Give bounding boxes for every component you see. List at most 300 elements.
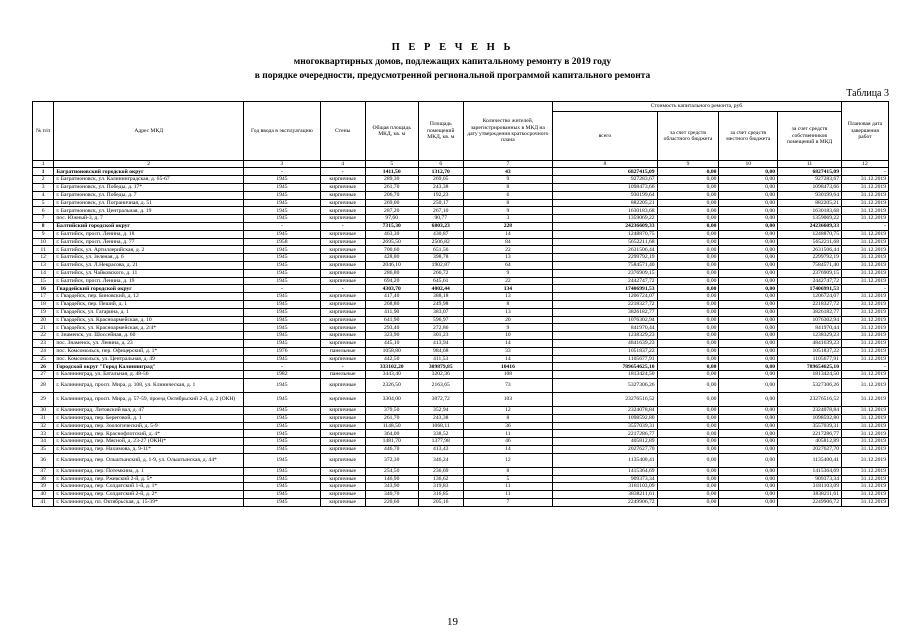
end-date-cell: 31.12.2019 <box>842 269 889 277</box>
year-cell: 1945 <box>244 332 321 340</box>
total-area-cell: 7315,30 <box>365 222 418 230</box>
living-area-cell: 383,07 <box>418 308 463 316</box>
cost-owners-cell: 7584571,40 <box>778 261 842 269</box>
living-area-cell: 249,98 <box>418 300 463 308</box>
cost-total-cell: 5327306,26 <box>553 378 657 392</box>
living-area-cell: 984,68 <box>418 347 463 355</box>
residents-cell: 12 <box>463 406 553 414</box>
residents-cell: 64 <box>463 261 553 269</box>
row-number: 39 <box>33 483 54 491</box>
cost-total-cell: 2631506,44 <box>553 246 657 254</box>
residents-cell: 5 <box>463 475 553 483</box>
residents-cell: 73 <box>463 378 553 392</box>
row-number: 9 <box>33 230 54 238</box>
living-area-cell: 267,10 <box>418 207 463 215</box>
year-cell: 1945 <box>244 254 321 262</box>
year-cell: 1945 <box>244 230 321 238</box>
row-number: 6 <box>33 207 54 215</box>
address-cell: г. Гвардейск, ул. Красноармейская, д. 10 <box>54 316 244 324</box>
row-number: 37 <box>33 467 54 475</box>
residents-cell: 9 <box>463 207 553 215</box>
end-date-cell: 31.12.2019 <box>842 324 889 332</box>
row-number: 28 <box>33 378 54 392</box>
cost-total-cell: 2324078,84 <box>553 406 657 414</box>
year-cell: 1945 <box>244 293 321 301</box>
table-row <box>33 238 889 246</box>
table-row <box>33 475 889 483</box>
cost-regional-cell: 0,00 <box>657 293 719 301</box>
cost-local-cell: 0,00 <box>719 293 778 301</box>
end-date-cell: 31.12.2019 <box>842 483 889 491</box>
cost-regional-cell: 0,00 <box>657 238 719 246</box>
walls-cell: кирпичные <box>320 316 365 324</box>
walls-cell: кирпичные <box>320 215 365 223</box>
table-row <box>33 438 889 446</box>
cost-local-cell: 0,00 <box>719 371 778 379</box>
cost-owners-cell: 1076302,94 <box>778 316 842 324</box>
walls-cell: кирпичные <box>320 246 365 254</box>
walls-cell: - <box>320 285 365 293</box>
column-number: 9 <box>657 161 719 168</box>
cost-total-cell: 3838211,61 <box>553 491 657 499</box>
end-date-cell: 31.12.2019 <box>842 438 889 446</box>
table-body <box>33 168 889 506</box>
row-number: 7 <box>33 215 54 223</box>
cost-local-cell: 0,00 <box>719 168 778 176</box>
total-area-cell: 287,20 <box>365 207 418 215</box>
residents-cell: 8 <box>463 414 553 422</box>
cost-regional-cell: 0,00 <box>657 438 719 446</box>
walls-cell: кирпичные <box>320 406 365 414</box>
year-cell: 1945 <box>244 199 321 207</box>
cost-total-cell: 789654625,10 <box>553 363 657 371</box>
total-area-cell: 220,60 <box>365 498 418 506</box>
walls-cell: кирпичные <box>320 332 365 340</box>
cost-regional-cell: 0,00 <box>657 254 719 262</box>
cost-regional-cell: 0,00 <box>657 475 719 483</box>
cost-local-cell: 0,00 <box>719 445 778 453</box>
cost-regional-cell: 0,00 <box>657 392 719 406</box>
row-number: 5 <box>33 199 54 207</box>
cost-regional-cell: 0,00 <box>657 363 719 371</box>
cost-total-cell: 3181103,09 <box>553 483 657 491</box>
living-area-cell: 236,69 <box>418 467 463 475</box>
table-label: Таблица 3 <box>846 88 889 99</box>
end-date-cell: 31.12.2019 <box>842 176 889 184</box>
end-date-cell: 31.12.2019 <box>842 246 889 254</box>
living-area-cell: 2163,65 <box>418 378 463 392</box>
table-row <box>33 261 889 269</box>
year-cell: 1976 <box>244 347 321 355</box>
living-area-cell: 413,94 <box>418 339 463 347</box>
cost-owners-cell: 3557039,31 <box>778 422 842 430</box>
residents-cell: 10 <box>463 332 553 340</box>
cost-total-cell: 5652211,68 <box>553 238 657 246</box>
cost-total-cell: 3557039,31 <box>553 422 657 430</box>
cost-owners-cell: 927283,67 <box>778 176 842 184</box>
residents-cell: 134 <box>463 285 553 293</box>
residents-cell: 3 <box>463 215 553 223</box>
header-total-area: Общая площадь МКД, кв. м <box>365 102 418 161</box>
residents-cell: 20 <box>463 316 553 324</box>
table-row <box>33 184 889 192</box>
end-date-cell: 31.12.2019 <box>842 371 889 379</box>
end-date-cell: 31.12.2019 <box>842 300 889 308</box>
year-cell: 1945 <box>244 438 321 446</box>
walls-cell: кирпичные <box>320 430 365 438</box>
cost-owners-cell: 1813424,50 <box>778 371 842 379</box>
row-number: 36 <box>33 453 54 467</box>
walls-cell: кирпичные <box>320 453 365 467</box>
cost-total-cell: 1098473,66 <box>553 184 657 192</box>
table-row <box>33 422 889 430</box>
table-row <box>33 176 889 184</box>
total-area-cell: 411,90 <box>365 308 418 316</box>
walls-cell: - <box>320 363 365 371</box>
column-number: 1 <box>33 161 54 168</box>
column-number: 3 <box>244 161 321 168</box>
cost-total-cell: 909373,34 <box>553 475 657 483</box>
living-area-cell: 338,52 <box>418 430 463 438</box>
cost-total-cell: 2442747,72 <box>553 277 657 285</box>
cost-local-cell: 0,00 <box>719 184 778 192</box>
residents-cell: 11 <box>463 430 553 438</box>
address-cell: Городской округ "Город Калининград" <box>54 363 244 371</box>
cost-regional-cell: 0,00 <box>657 184 719 192</box>
column-number: 8 <box>553 161 657 168</box>
residents-cell: 11 <box>463 483 553 491</box>
row-number: 23 <box>33 339 54 347</box>
cost-total-cell: 1135400,41 <box>553 453 657 467</box>
total-area-cell: 3304,00 <box>365 392 418 406</box>
end-date-cell: 31.12.2019 <box>842 430 889 438</box>
cost-total-cell: 1813424,50 <box>553 371 657 379</box>
cost-local-cell: 0,00 <box>719 300 778 308</box>
cost-local-cell: 0,00 <box>719 347 778 355</box>
cost-regional-cell: 0,00 <box>657 222 719 230</box>
living-area-cell: 352,94 <box>418 406 463 414</box>
cost-owners-cell: 23276516,52 <box>778 392 842 406</box>
cost-owners-cell: 2299792,19 <box>778 254 842 262</box>
residents-cell: 8 <box>463 300 553 308</box>
cost-local-cell: 0,00 <box>719 285 778 293</box>
cost-total-cell: 2376909,15 <box>553 269 657 277</box>
year-cell: 1945 <box>244 184 321 192</box>
living-area-cell: 269,05 <box>418 176 463 184</box>
total-area-cell: 293,40 <box>365 324 418 332</box>
column-number: 10 <box>719 161 778 168</box>
end-date-cell: 31.12.2019 <box>842 355 889 363</box>
header-num: № п/п <box>33 102 54 161</box>
end-date-cell: 31.12.2019 <box>842 215 889 223</box>
total-area-cell: 694,20 <box>365 277 418 285</box>
cost-owners-cell: 2027627,70 <box>778 445 842 453</box>
end-date-cell: - <box>842 222 889 230</box>
year-cell: 1958 <box>244 238 321 246</box>
cost-local-cell: 0,00 <box>719 254 778 262</box>
residents-cell: 9 <box>463 324 553 332</box>
row-number: 4 <box>33 191 54 199</box>
residents-cell: 43 <box>463 168 553 176</box>
residents-cell: 14 <box>463 339 553 347</box>
cost-owners-cell: 1098473,66 <box>778 184 842 192</box>
row-number: 18 <box>33 300 54 308</box>
end-date-cell: 31.12.2019 <box>842 498 889 506</box>
cost-owners-cell: 1098592,80 <box>778 414 842 422</box>
cost-local-cell: 0,00 <box>719 230 778 238</box>
column-number: 7 <box>463 161 553 168</box>
total-area-cell: 641,90 <box>365 316 418 324</box>
cost-regional-cell: 0,00 <box>657 269 719 277</box>
address-cell: г. Калининград, пер. Ольштынский, д. 1-9, ул. Ольштынская, д. 44* <box>54 453 244 467</box>
table-group-row <box>33 285 889 293</box>
cost-local-cell: 0,00 <box>719 355 778 363</box>
cost-local-cell: 0,00 <box>719 378 778 392</box>
total-area-cell: 333102,20 <box>365 363 418 371</box>
residents-cell: 10416 <box>463 363 553 371</box>
row-number: 17 <box>33 293 54 301</box>
address-cell: г. Гвардейск, пер. Пеший, д. 1 <box>54 300 244 308</box>
walls-cell: - <box>320 222 365 230</box>
total-area-cell: 3443,40 <box>365 371 418 379</box>
end-date-cell: 31.12.2019 <box>842 191 889 199</box>
residents-cell: 228 <box>463 222 553 230</box>
walls-cell: кирпичные <box>320 300 365 308</box>
cost-total-cell: 2027627,70 <box>553 445 657 453</box>
cost-owners-cell: 1206724,07 <box>778 293 842 301</box>
cost-total-cell: 1248870,75 <box>553 230 657 238</box>
cost-total-cell: 1098592,80 <box>553 414 657 422</box>
cost-regional-cell: 0,00 <box>657 414 719 422</box>
living-area-cell: 309879,85 <box>418 363 463 371</box>
walls-cell: - <box>320 168 365 176</box>
residents-cell: 9 <box>463 176 553 184</box>
cost-owners-cell: 3181103,09 <box>778 483 842 491</box>
address-cell: пос. Знаменск, ул. Ленина, д. 23 <box>54 339 244 347</box>
residents-cell: 13 <box>463 293 553 301</box>
end-date-cell: 31.12.2019 <box>842 339 889 347</box>
living-area-cell: 596,97 <box>418 316 463 324</box>
address-cell: г. Калининград, пер. Мясной, д. 23-27 (ОКН)* <box>54 438 244 446</box>
table-group-row <box>33 222 889 230</box>
row-number: 34 <box>33 438 54 446</box>
row-number: 8 <box>33 222 54 230</box>
cost-regional-cell: 0,00 <box>657 339 719 347</box>
cost-owners-cell: 2218327,72 <box>778 300 842 308</box>
living-area-cell: 2506,82 <box>418 238 463 246</box>
address-cell: г. Балтийск, ул. Артиллерийская, д. 2 <box>54 246 244 254</box>
cost-total-cell: 4841639,23 <box>553 339 657 347</box>
living-area-cell: 4002,44 <box>418 285 463 293</box>
cost-local-cell: 0,00 <box>719 269 778 277</box>
cost-regional-cell: 0,00 <box>657 378 719 392</box>
total-area-cell: 1481,70 <box>365 438 418 446</box>
address-cell: г. Гвардейск, ул. Гагарина, д. 1 <box>54 308 244 316</box>
table-row <box>33 430 889 438</box>
header-cost-regional: за счет средств областного бюджета <box>657 112 719 161</box>
cost-local-cell: 0,00 <box>719 222 778 230</box>
cost-owners-cell: 1105677,91 <box>778 355 842 363</box>
address-cell: пос. Южный-3, д. 7 <box>54 215 244 223</box>
cost-owners-cell: 1238329,23 <box>778 332 842 340</box>
walls-cell: кирпичные <box>320 392 365 406</box>
table-row <box>33 453 889 467</box>
cost-owners-cell: 5327306,26 <box>778 378 842 392</box>
total-area-cell: 2046,10 <box>365 261 418 269</box>
table-group-row <box>33 168 889 176</box>
row-number: 25 <box>33 355 54 363</box>
cost-regional-cell: 0,00 <box>657 422 719 430</box>
address-cell: Гвардейский городской округ <box>54 285 244 293</box>
residents-cell: 14 <box>463 230 553 238</box>
cost-regional-cell: 0,00 <box>657 199 719 207</box>
table-row <box>33 347 889 355</box>
walls-cell: кирпичные <box>320 176 365 184</box>
end-date-cell: 31.12.2019 <box>842 453 889 467</box>
address-cell: г. Калининград, пер. Солдатский 1-й, д. 1* <box>54 483 244 491</box>
cost-total-cell: 2299792,19 <box>553 254 657 262</box>
header-cost-group: Стоимость капитального ремонта, руб. <box>553 102 842 112</box>
address-cell: г. Балтийск, просп. Ленина, д. 77 <box>54 238 244 246</box>
living-area-cell: 430,87 <box>418 230 463 238</box>
total-area-cell: 364,00 <box>365 430 418 438</box>
residents-cell: 33 <box>463 347 553 355</box>
cost-regional-cell: 0,00 <box>657 230 719 238</box>
cost-regional-cell: 0,00 <box>657 491 719 499</box>
residents-cell: 13 <box>463 308 553 316</box>
table-row <box>33 269 889 277</box>
address-cell: г. Калининград, пер. Ржевский 2-й, д. 5* <box>54 475 244 483</box>
cost-owners-cell: 930199,64 <box>778 191 842 199</box>
cost-local-cell: 0,00 <box>719 363 778 371</box>
cost-regional-cell: 0,00 <box>657 191 719 199</box>
address-cell: г. Калининград, просп. Мира, д. 108, ул. Клиническая, д. 1 <box>54 378 244 392</box>
cost-owners-cell: 5652211,68 <box>778 238 842 246</box>
column-number: 2 <box>54 161 244 168</box>
end-date-cell: 31.12.2019 <box>842 207 889 215</box>
cost-owners-cell: 1248870,75 <box>778 230 842 238</box>
year-cell: 1945 <box>244 191 321 199</box>
cost-local-cell: 0,00 <box>719 308 778 316</box>
total-area-cell: 442,50 <box>365 355 418 363</box>
header-cost-local: за счет средств местного бюджета <box>719 112 778 161</box>
end-date-cell: 31.12.2019 <box>842 445 889 453</box>
end-date-cell: 31.12.2019 <box>842 308 889 316</box>
walls-cell: кирпичные <box>320 308 365 316</box>
total-area-cell: 2326,50 <box>365 378 418 392</box>
total-area-cell: 1148,50 <box>365 422 418 430</box>
year-cell: 1945 <box>244 324 321 332</box>
walls-cell: кирпичные <box>320 355 365 363</box>
table-row <box>33 332 889 340</box>
year-cell: 1945 <box>244 445 321 453</box>
column-numbers-row <box>33 161 889 168</box>
cost-local-cell: 0,00 <box>719 438 778 446</box>
address-cell: пос. Комсомольск, ул. Центральная, д. 49 <box>54 355 244 363</box>
table-row <box>33 246 889 254</box>
cost-total-cell: 927283,67 <box>553 176 657 184</box>
walls-cell: кирпичные <box>320 491 365 499</box>
total-area-cell: 379,50 <box>365 406 418 414</box>
end-date-cell: - <box>842 285 889 293</box>
end-date-cell: 31.12.2019 <box>842 378 889 392</box>
address-cell: г. Калининград, просп. Мира, д. 57-59, проезд Октябрьский 2-й, д. 2 (ОКН) <box>54 392 244 406</box>
cost-owners-cell: 909373,34 <box>778 475 842 483</box>
cost-local-cell: 0,00 <box>719 246 778 254</box>
year-cell: 1945 <box>244 430 321 438</box>
end-date-cell: 31.12.2019 <box>842 293 889 301</box>
address-cell: г. Балтийск, ул. Л.Некрасова, д. 21 <box>54 261 244 269</box>
table-row <box>33 371 889 379</box>
table-row <box>33 191 889 199</box>
cost-owners-cell: 17406991,53 <box>778 285 842 293</box>
row-number: 15 <box>33 277 54 285</box>
end-date-cell: 31.12.2019 <box>842 184 889 192</box>
header-living-area: Площадь помещений МКД, кв. м <box>418 102 463 161</box>
walls-cell: кирпичные <box>320 277 365 285</box>
living-area-cell: 3202,36 <box>418 371 463 379</box>
cost-total-cell: 405812,89 <box>553 438 657 446</box>
address-cell: г. Балтийск, просп. Ленина, д. 19 <box>54 277 244 285</box>
walls-cell: кирпичные <box>320 467 365 475</box>
cost-total-cell: 1051837,22 <box>553 347 657 355</box>
row-number: 35 <box>33 445 54 453</box>
row-number: 32 <box>33 422 54 430</box>
table-row <box>33 277 889 285</box>
cost-local-cell: 0,00 <box>719 199 778 207</box>
cost-owners-cell: 1415364,69 <box>778 467 842 475</box>
living-area-cell: 319,83 <box>418 483 463 491</box>
cost-regional-cell: 0,00 <box>657 324 719 332</box>
year-cell: 1945 <box>244 300 321 308</box>
cost-regional-cell: 0,00 <box>657 308 719 316</box>
cost-local-cell: 0,00 <box>719 332 778 340</box>
cost-regional-cell: 0,00 <box>657 261 719 269</box>
walls-cell: кирпичные <box>320 422 365 430</box>
address-cell: г. Багратионовск, ул. Центральная, д. 19 <box>54 207 244 215</box>
row-number: 11 <box>33 246 54 254</box>
cost-total-cell: 7584571,40 <box>553 261 657 269</box>
address-cell: г. Калининград, пер. Зоологический, д. 5-9 <box>54 422 244 430</box>
address-cell: Балтийский городской округ <box>54 222 244 230</box>
residents-cell: 46 <box>463 438 553 446</box>
cost-regional-cell: 0,00 <box>657 277 719 285</box>
cost-owners-cell: 1051837,22 <box>778 347 842 355</box>
cost-owners-cell: 3838211,61 <box>778 491 842 499</box>
header-cost-owners: за счет средств собственников помещений в МКД <box>778 112 842 161</box>
address-cell: г. Калининград, ул. Батальная, д. 48-56 <box>54 371 244 379</box>
cost-total-cell: 1630183,68 <box>553 207 657 215</box>
cost-local-cell: 0,00 <box>719 467 778 475</box>
document-subtitle-line2: в порядке очередности, предусмотренной региональной программой капитального ремонта <box>254 71 651 81</box>
cost-local-cell: 0,00 <box>719 392 778 406</box>
living-area-cell: 272,86 <box>418 324 463 332</box>
living-area-cell: 243,38 <box>418 184 463 192</box>
living-area-cell: 3072,72 <box>418 392 463 406</box>
cost-total-cell: 1359069,22 <box>553 215 657 223</box>
cost-owners-cell: 3826182,77 <box>778 308 842 316</box>
cost-owners-cell: 789654625,10 <box>778 363 842 371</box>
row-number: 31 <box>33 414 54 422</box>
cost-local-cell: 0,00 <box>719 238 778 246</box>
residents-cell: 6 <box>463 191 553 199</box>
year-cell: 1945 <box>244 406 321 414</box>
document-title: П Е Р Е Ч Е Н Ь <box>391 42 514 53</box>
row-number: 16 <box>33 285 54 293</box>
row-number: 38 <box>33 475 54 483</box>
total-area-cell: 146,90 <box>365 475 418 483</box>
address-cell: г. Калининград, пер. Солдатский 2-й, д. 2* <box>54 491 244 499</box>
